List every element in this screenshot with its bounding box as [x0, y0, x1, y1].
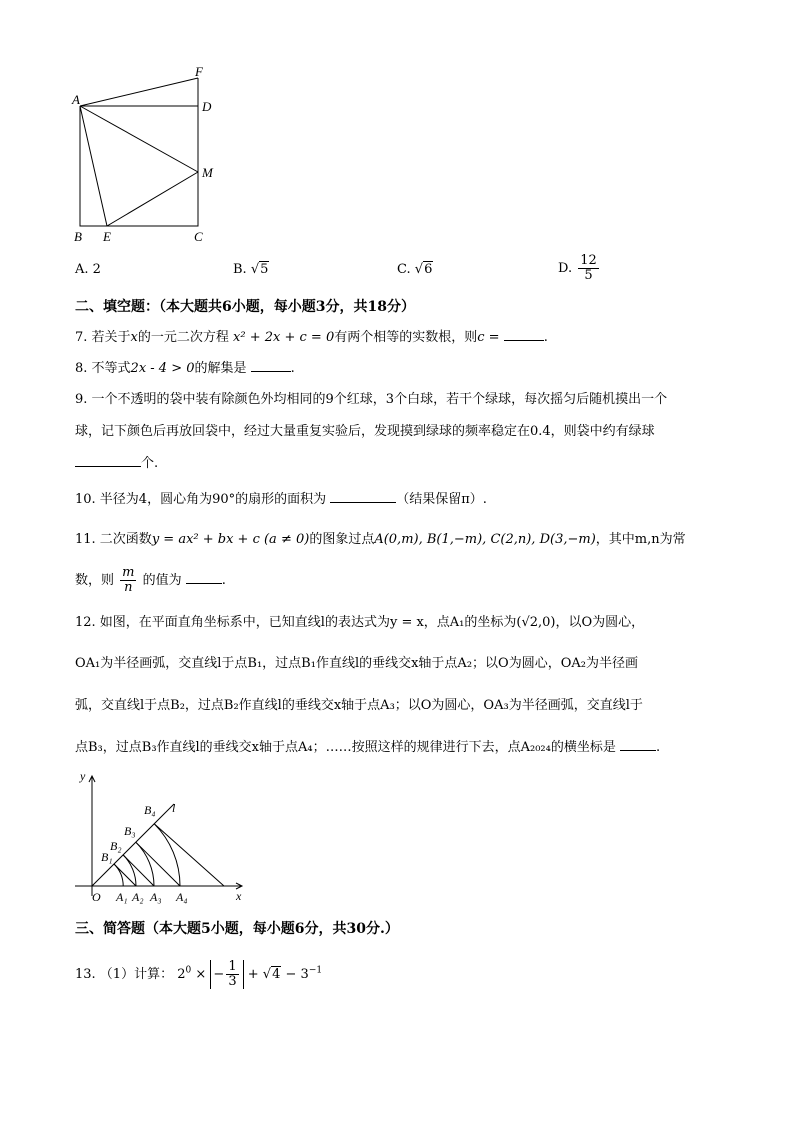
segment-ae [80, 106, 107, 226]
label-B3: B₃ [124, 824, 136, 838]
q10-answer-blank[interactable] [330, 490, 396, 503]
question-10: 10. 半径为4，圆心角为90°的扇形的面积为 （结果保留π）. [75, 492, 487, 507]
option-b: B. √5 [233, 262, 269, 277]
q11-points: A(0,m), B(1,−m), C(2,n), D(3,−m) [374, 532, 596, 547]
section-2-title: 二、填空题：（本大题共6小题，每小题3分，共18分） [75, 299, 415, 315]
q13-expression: $2^0$ × − $\frac{1}{3}$ + $√4 - 3^{-1}$ [177, 959, 323, 989]
option-d-numerator: 12 [580, 253, 597, 268]
question-7: 7. 若关于x的一元二次方程 x² + 2x + c = 0有两个相等的实数根，则c = . [75, 330, 548, 345]
question-8: 8. 不等式2x - 4 > 0的解集是 . [75, 361, 295, 376]
question-9-line-1: 9. 一个不透明的袋中装有除颜色外均相同的9个红球，3个白球，若干个绿球，每次摇匀后随机摸出一个 [75, 392, 668, 407]
perp-b3-a4 [136, 842, 180, 886]
label-l: l [172, 801, 176, 815]
arc-1 [114, 864, 123, 886]
label-x: x [236, 889, 242, 903]
q12-answer-blank[interactable] [620, 738, 656, 751]
label-M: M [202, 165, 213, 180]
label-F: F [195, 64, 203, 79]
label-A: A [72, 92, 80, 107]
label-O: O [92, 890, 101, 904]
arc-2 [123, 855, 136, 886]
label-A1: A₁ [116, 890, 128, 904]
label-y: y [80, 769, 86, 783]
question-9-line-3: 个. [75, 454, 158, 473]
option-b-radicand: 5 [260, 262, 269, 277]
segment-em [107, 172, 198, 226]
coordinate-figure [70, 768, 250, 908]
q8-answer-blank[interactable] [251, 359, 291, 372]
option-c-radicand: 6 [424, 262, 433, 277]
q7-answer-blank[interactable] [504, 328, 544, 341]
arc-3 [136, 842, 154, 886]
label-B1: B₁ [101, 850, 113, 864]
option-c: C. √6 [397, 262, 433, 277]
option-a: A. 2 [75, 262, 101, 277]
segment-af [80, 78, 198, 106]
q7-equation: x² + 2x + c = 0 [233, 330, 335, 345]
label-D: D [202, 99, 212, 114]
question-12-line-1: 12. 如图，在平面直角坐标系中，已知直线l的表达式为y = x，点A₁的坐标为(√2,0)，以O为圆心， [75, 615, 645, 630]
question-9-line-2: 球，记下颜色后再放回袋中，经过大量重复实验后，发现摸到绿球的频率稳定在0.4，则袋中约有绿球 [75, 424, 655, 439]
perp-b1-a2 [114, 864, 136, 886]
label-A2: A₂ [132, 890, 144, 904]
square-outline [80, 106, 198, 226]
label-B: B [74, 229, 82, 244]
label-B4: B₄ [144, 803, 156, 817]
geometry-figure-square [70, 60, 230, 250]
q11-answer-blank[interactable] [186, 571, 222, 584]
q8-inequality: 2x - 4 > 0 [130, 361, 195, 376]
option-d-denominator: 5 [584, 268, 593, 283]
perp-b2-a3 [123, 855, 154, 886]
label-E: E [103, 229, 111, 244]
perp-b4 [154, 824, 224, 886]
segment-am [80, 106, 198, 172]
label-A4: A₄ [176, 890, 188, 904]
question-11-line-1: 11. 二次函数y = ax² + bx + c (a ≠ 0)的图象过点A(0,m), B(1,−m), C(2,n), D(3,−m)，其中m,n为常 [75, 532, 686, 547]
line-l [92, 804, 174, 886]
q11-function: y = ax² + bx + c (a ≠ 0) [151, 532, 310, 547]
question-12-line-3: 弧，交直线l于点B₂，过点B₂作直线l的垂线交x轴于点A₃；以O为圆心，OA₃为半径画弧，交直线l于 [75, 698, 643, 713]
label-A3: A₃ [150, 890, 162, 904]
section-3-title: 三、简答题（本大题5小题，每小题6分，共30分.） [75, 921, 399, 937]
question-13: 13. （1）计算： $2^0$ × − $\frac{1}{3}$ + $√4 - 3^{-1}$ [75, 959, 323, 989]
option-d: D. $\frac{12}{5}$ [558, 253, 597, 283]
label-B2: B₂ [110, 839, 122, 853]
q9-answer-blank[interactable] [75, 454, 141, 467]
question-12-line-2: OA₁为半径画弧，交直线l于点B₁，过点B₁作直线l的垂线交x轴于点A₂；以O为圆心，OA₂为半径画 [75, 656, 638, 671]
arc-4 [154, 824, 180, 886]
label-C: C [194, 229, 203, 244]
question-11-line-2: 数，则 $\frac{m}{n}$ 的值为 . [75, 565, 226, 595]
question-12-line-4: 点B₃，过点B₃作直线l的垂线交x轴于点A₄；……按照这样的规律进行下去，点A₂₀₂₄的横坐标是 . [75, 740, 661, 755]
